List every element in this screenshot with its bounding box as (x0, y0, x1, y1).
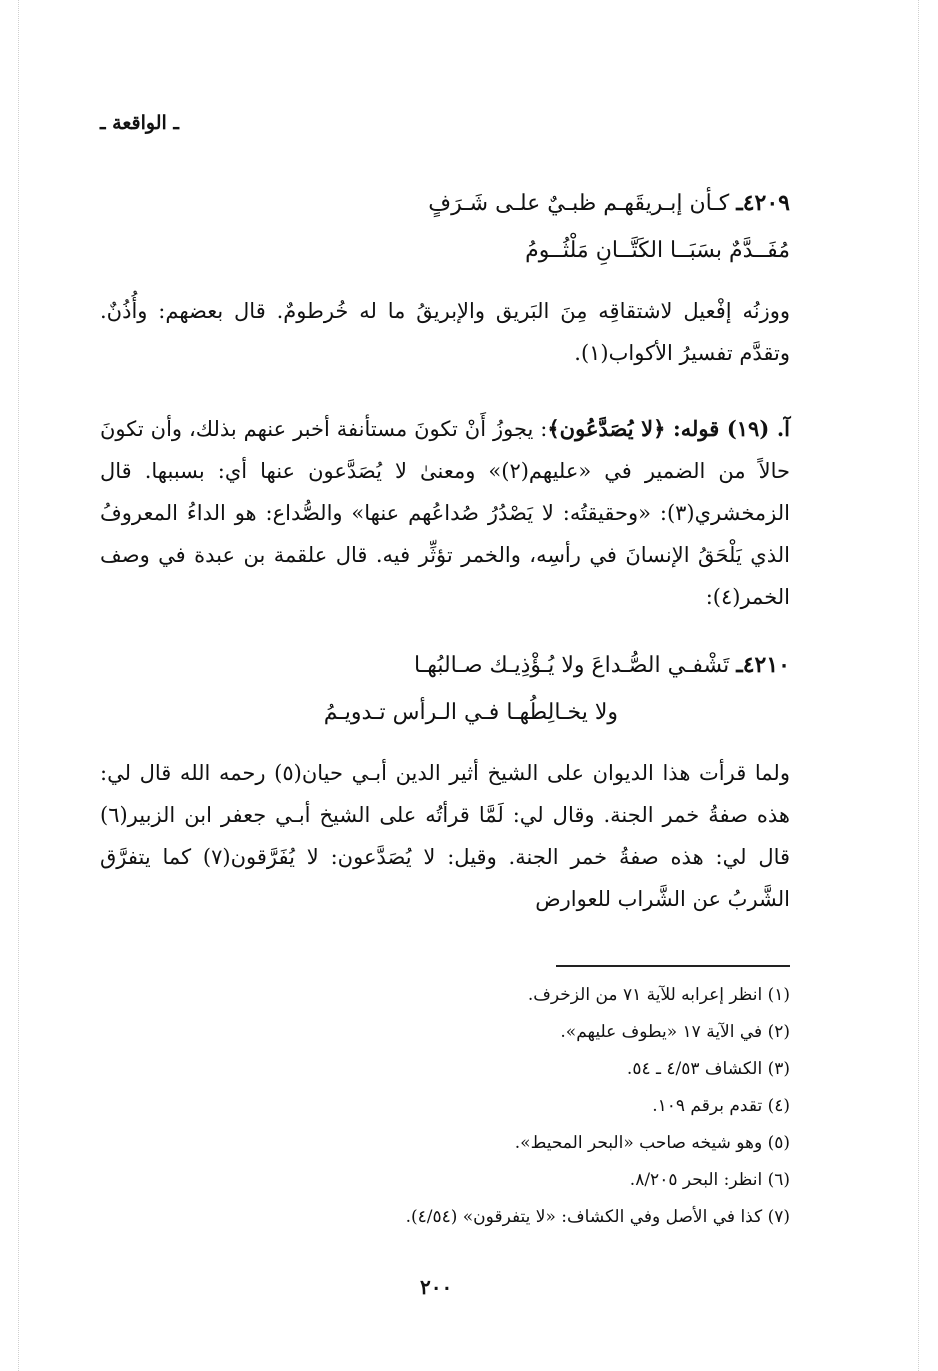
footnote-1: (١) انظر إعرابه للآية ٧١ من الزخرف. (527, 985, 790, 1005)
footnote-3: (٣) الكشاف ٤/٥٣ ـ ٥٤. (626, 1059, 790, 1079)
footnote-5: (٥) وهو شيخه صاحب «البحر المحيط». (514, 1133, 790, 1153)
footnote-7: (٧) كذا في الأصل وفي الكشاف: «لا يتفرقون» (٤/٥٤). (405, 1207, 790, 1227)
page-number: ٢٠٠ (420, 1275, 453, 1299)
verse-number: ٤٢١٠ـ (736, 652, 790, 678)
verse-number: ٤٢٠٩ـ (736, 190, 790, 216)
running-header: ـ الواقعة ـ (100, 112, 179, 134)
scan-guide-line (918, 0, 919, 1371)
footnote-4: (٤) تقدم برقم ١٠٩. (652, 1096, 790, 1116)
scan-guide-line (18, 0, 19, 1371)
footnote-6: (٦) انظر: البحر ٨/٢٠٥. (629, 1170, 790, 1190)
footnote-2: (٢) في الآية ١٧ «يطوف عليهم». (560, 1022, 790, 1042)
verse-2-line-1: ٤٢١٠ـ تَشْفـي الصُّـداعَ ولا يُـؤْذِيـك صـالبُهـا (414, 652, 790, 678)
verse-1-line-1: ٤٢٠٩ـ كـأن إبـريقَهـم ظبـيٌ علـى شَـرَفٍ (428, 190, 790, 216)
paragraph-2: ولما قرأت هذا الديوان على الشيخ أثير الدين أبـي حيان(٥) رحمه الله قال لي: هذه صفةُ خمر الجنة. وقال لي: لَمَّا قرأتُه على الشيخ أبـي جعفر ابن الزبير(٦) قال لي: هذه صفةُ خمر الجنة. وقيل: لا يُصَدَّعون: لا يُفَرَّقون(٧) كما يتفرَّق الشَّربُ عن الشَّراب للعوارض (100, 761, 791, 911)
verse-1-line-2: مُفَــدَّمٌ بسَبَــا الكَتَّــانِ مَلْثُــومُ (525, 238, 790, 263)
section-body: : يجوزُ أَنْ تكونَ مستأنفة أخبر عنهم بذلك، وأن تكونَ حالاً من الضمير في «عليهم(٢)» ومعنىٰ لا يُصَدَّعون عنها أي: بسببها. قال الزمخشري(٣): «وحقيقتُه: لا يَصْدُرُ صُداعُهم عنها» والصُّداع: هو الداءُ المعروفُ الذي يَلْحَقُ الإنسانَ في رأسِه، والخمر تؤثِّر فيه. قال علقمة بن عبدة في وصف الخمر(٤): (100, 417, 791, 609)
paragraph-1: ووزنُه إفْعيل لاشتقاقِه مِنَ البَريق والإبريقُ ما له خُرطومٌ. قال بعضهم: وأُذُنٌ. وتقدَّم تفسيرُ الأكواب(١). (100, 299, 790, 365)
verse-2-line-2: ولا يخـالِطُهـا فـي الـرأس تـدويـمُ (323, 700, 618, 725)
section-heading: آ. (١٩) قوله: ﴿لا يُصَدَّعُون﴾ (547, 416, 790, 441)
footnote-separator (556, 965, 790, 967)
section-19 (100, 408, 790, 644)
